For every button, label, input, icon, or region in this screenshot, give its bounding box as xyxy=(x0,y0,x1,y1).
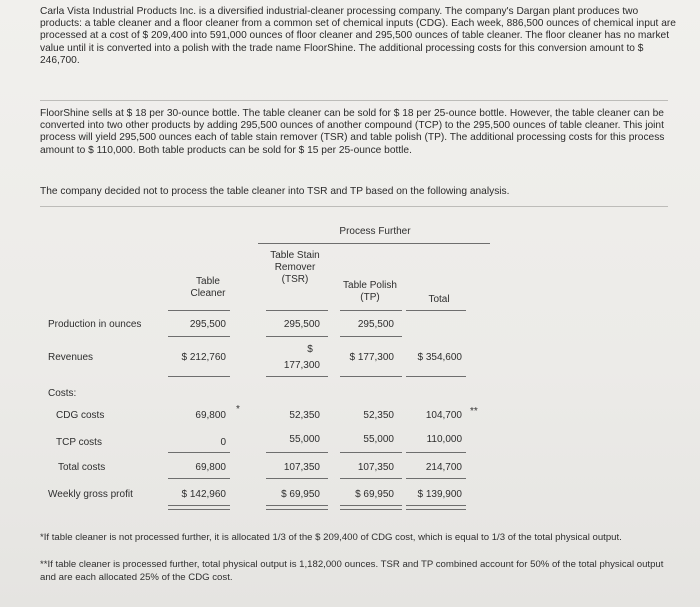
row-rule xyxy=(168,452,230,453)
cell-value: $ 69,950 xyxy=(355,489,394,500)
row-rule xyxy=(406,452,466,453)
cell-value: 55,000 xyxy=(289,434,320,445)
total-double-rule xyxy=(340,505,402,510)
row-rule xyxy=(406,376,466,377)
row-rule xyxy=(266,376,328,377)
row-rule xyxy=(266,478,328,479)
col-header-table-cleaner: Table Cleaner xyxy=(190,276,226,299)
row-label: Weekly gross profit xyxy=(48,489,133,500)
row-rule xyxy=(340,478,402,479)
cell-value: 214,700 xyxy=(425,462,462,473)
cell-value: 177,300 xyxy=(283,360,320,371)
cell-value: 295,500 xyxy=(283,319,320,330)
intro-paragraph-2: FloorShine sells at $ 18 per 30-ounce bottle. The table cleaner can be sold for $ 18 per 25-ounce bottle. However, the table cleaner can be converted into two other products by adding 295,500 ounces of another compound (TCP) to the 295,500 ounces of table cleaner. This joint process will yield 295,500 ounces each of table stain remover (TSR) and table polish (TP). The additional processing costs for this process amount to $ 110,000. Both table products can be sold for $ 15 per 25-ounce bottle. xyxy=(40,108,665,156)
row-rule xyxy=(340,376,402,377)
col-header-tp: Table Polish (TP) xyxy=(343,280,397,303)
cell-value: 110,000 xyxy=(426,434,462,445)
row-rule xyxy=(340,336,402,337)
total-double-rule xyxy=(406,505,466,510)
row-label: CDG costs xyxy=(56,410,105,421)
row-rule xyxy=(340,452,402,453)
cell-value: $ 139,900 xyxy=(417,489,462,500)
cell-value: 107,350 xyxy=(283,462,320,473)
cell-value: 295,500 xyxy=(189,319,226,330)
cell-value: $ 212,760 xyxy=(181,352,226,363)
process-further-header: Process Further xyxy=(339,226,411,237)
cell-value: 295,500 xyxy=(357,319,394,330)
cell-value: 52,350 xyxy=(363,410,394,421)
total-double-rule xyxy=(168,505,230,510)
cell-value: 69,800 xyxy=(195,410,226,421)
footnote-2: **If table cleaner is processed further, total physical output is 1,182,000 ounces. TSR and TP combined account for 50% of the total physical output and are each allocated 25% of the CDG cost. xyxy=(40,559,664,583)
cell-value: $ 354,600 xyxy=(417,352,462,363)
intro-paragraph-3: The company decided not to process the table cleaner into TSR and TP based on the following analysis. xyxy=(40,186,510,197)
section-divider xyxy=(40,206,668,207)
group-header-rule xyxy=(258,243,490,244)
row-rule xyxy=(168,478,230,479)
row-rule xyxy=(406,478,466,479)
intro-paragraph-1: Carla Vista Industrial Products Inc. is a diversified industrial-cleaner processing company. The company's Dargan plant produces two products: a table cleaner and a floor cleaner from a common set of chemical inputs (CDG). Each week, 886,500 ounces of chemical input are processed at a cost of $ 209,400 into 591,000 ounces of floor cleaner and 295,500 ounces of table cleaner. The floor cleaner has no market value until it is converted into a polish with the trade name FloorShine. The additional processing costs for this conversion amount to $ 246,700. xyxy=(40,6,676,66)
cell-value: 55,000 xyxy=(363,434,394,445)
cell-value: $ 177,300 xyxy=(349,352,394,363)
footnote-mark: * xyxy=(236,404,240,415)
cell-value: 52,350 xyxy=(289,410,320,421)
row-label: Production in ounces xyxy=(48,319,142,330)
header-rule xyxy=(168,310,230,311)
cell-value: 0 xyxy=(220,437,226,448)
cell-value: $ 142,960 xyxy=(181,489,226,500)
section-divider xyxy=(40,100,668,101)
cell-value: 104,700 xyxy=(425,410,462,421)
header-rule xyxy=(266,310,328,311)
costs-label: Costs: xyxy=(48,388,77,399)
cell-value: 107,350 xyxy=(357,462,394,473)
footnote-mark: ** xyxy=(470,406,478,417)
footnote-1: *If table cleaner is not processed further, it is allocated 1/3 of the $ 209,400 of CDG cost, which is equal to 1/3 of the total physical output. xyxy=(40,532,622,543)
row-label: Revenues xyxy=(48,352,94,363)
row-rule xyxy=(266,452,328,453)
currency-sign: $ xyxy=(307,344,313,355)
row-label: TCP costs xyxy=(56,437,102,448)
cell-value: 69,800 xyxy=(195,462,226,473)
col-header-total: Total xyxy=(428,294,450,305)
row-label: Total costs xyxy=(58,462,106,473)
col-header-tsr: Table Stain Remover (TSR) xyxy=(270,250,320,285)
row-rule xyxy=(168,376,230,377)
cell-value: $ 69,950 xyxy=(281,489,320,500)
total-double-rule xyxy=(266,505,328,510)
header-rule xyxy=(340,310,402,311)
row-rule xyxy=(266,336,328,337)
row-rule xyxy=(168,336,230,337)
header-rule xyxy=(406,310,466,311)
